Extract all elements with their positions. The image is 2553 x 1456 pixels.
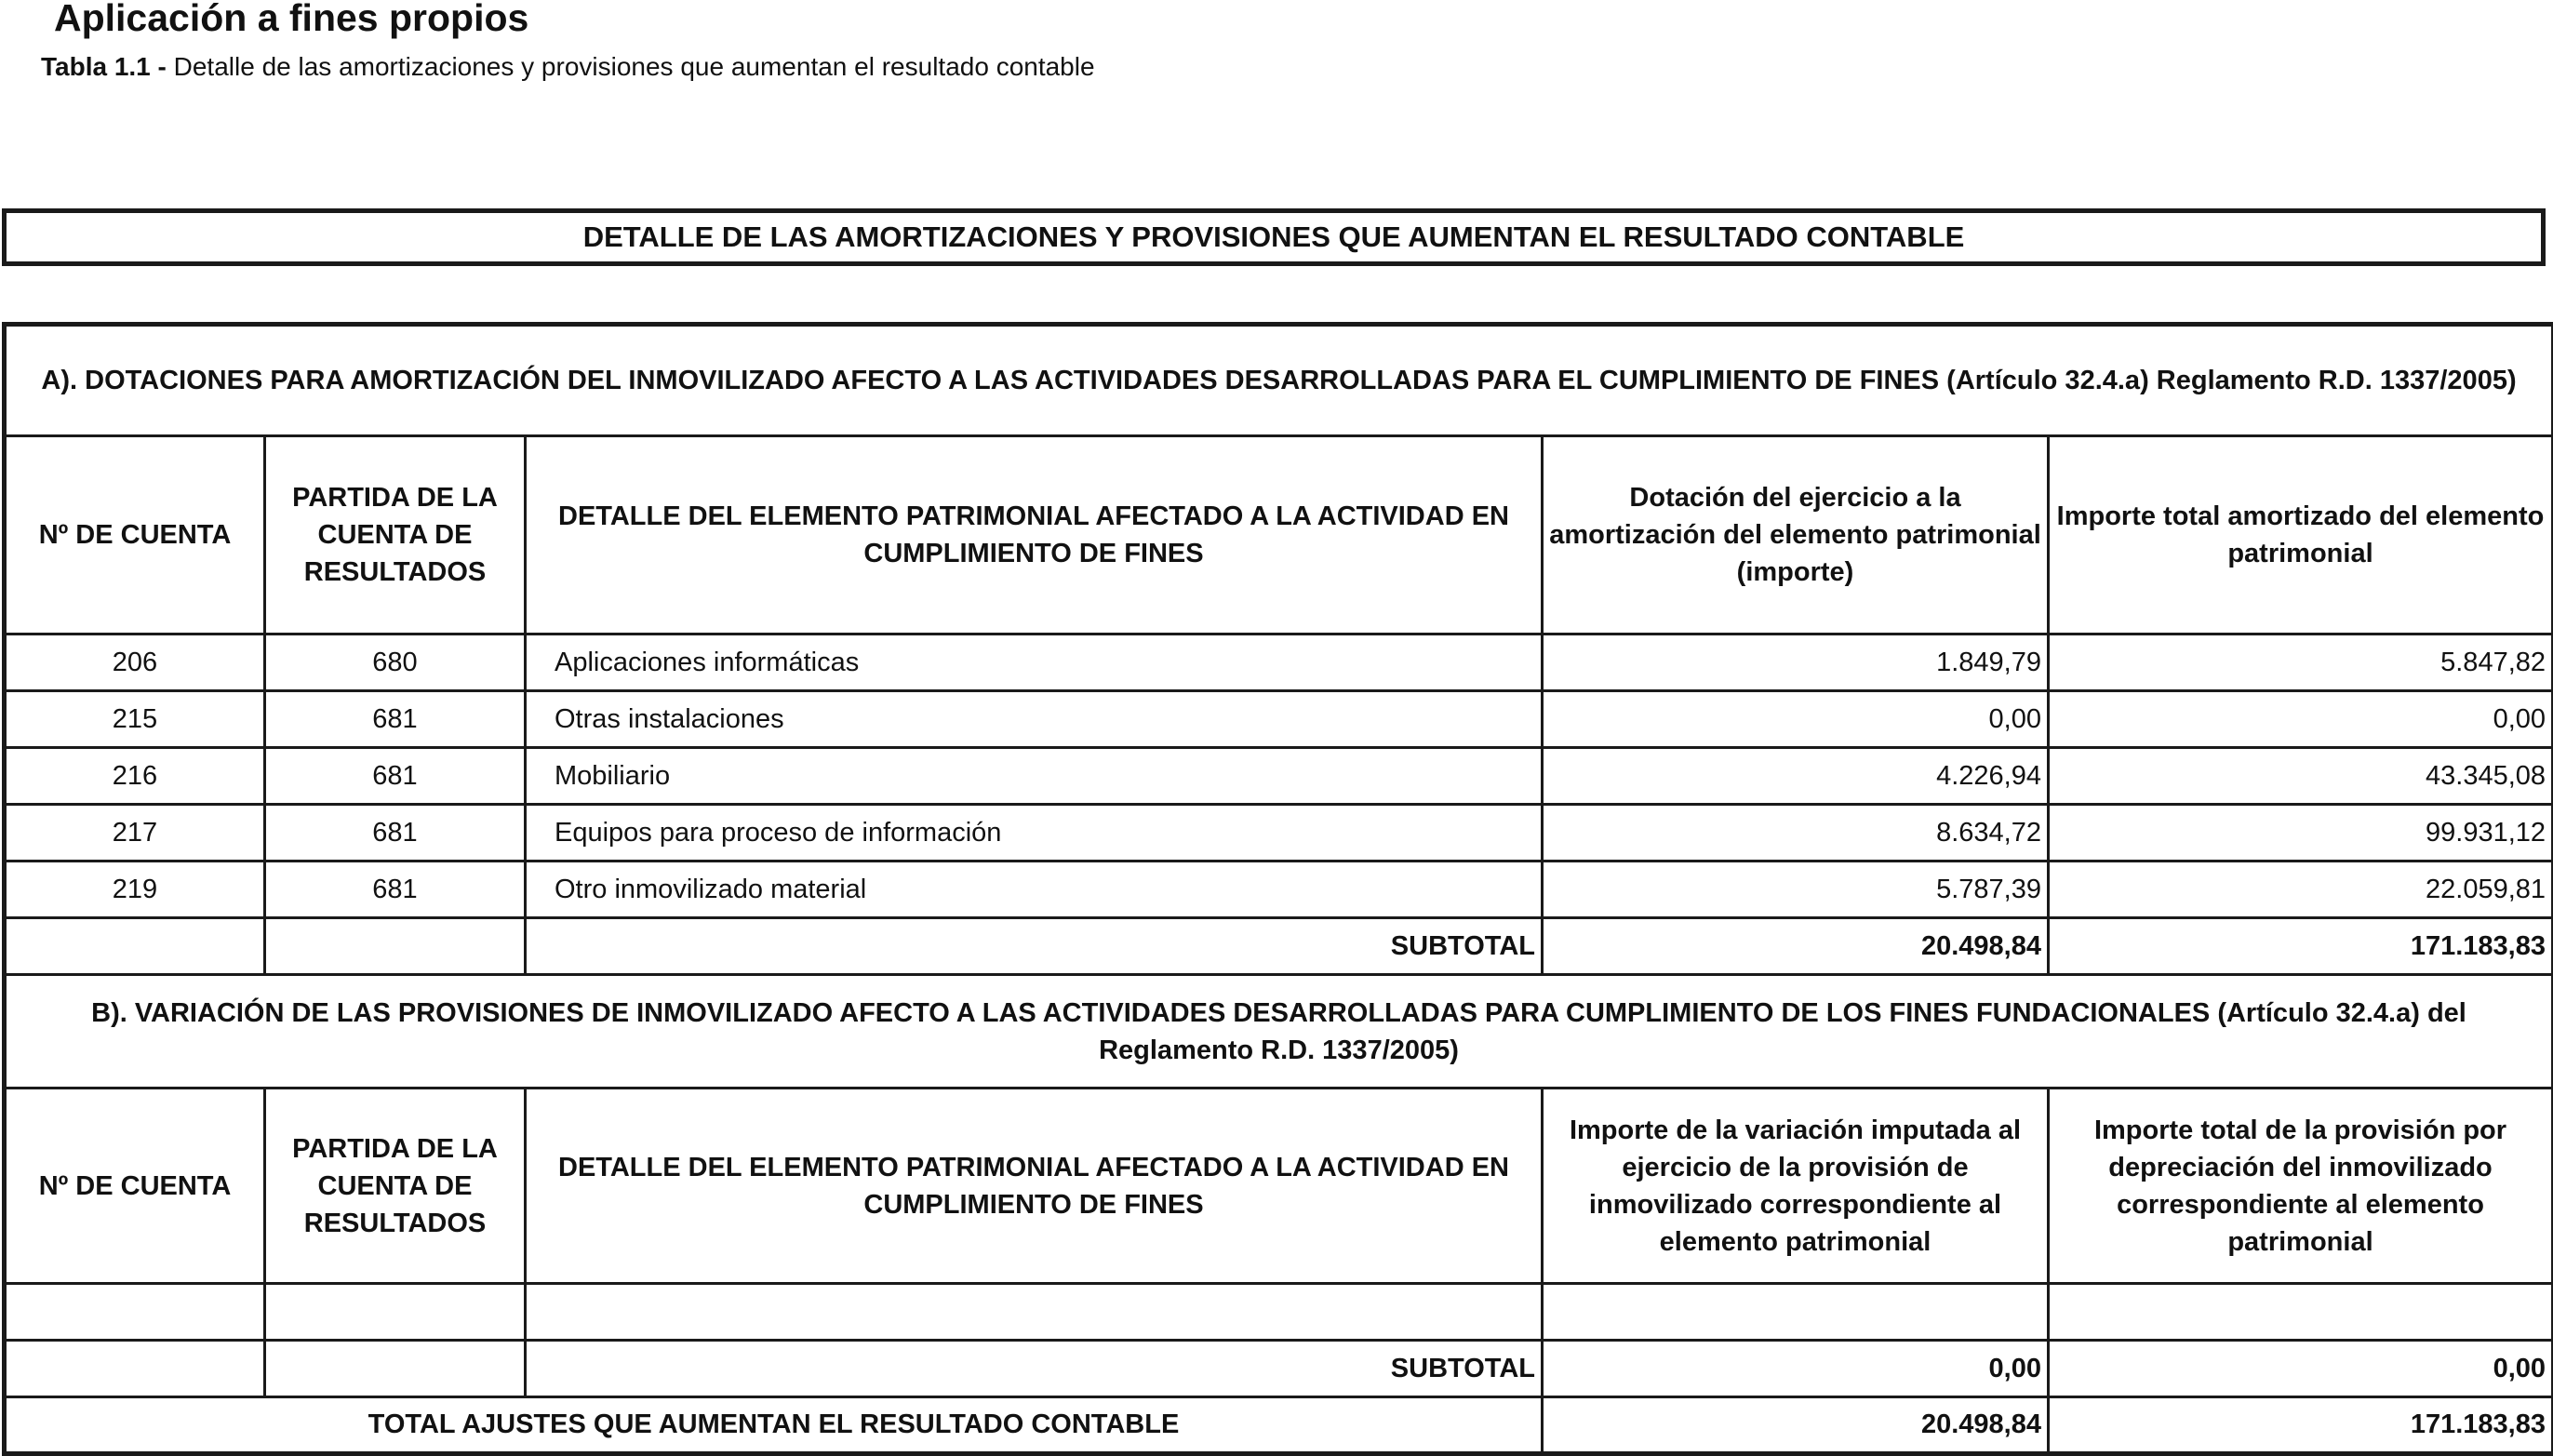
cell-partida: 681 xyxy=(265,748,526,805)
empty-cell xyxy=(2049,1284,2553,1341)
table-row xyxy=(5,691,2553,748)
cell-cuenta: 215 xyxy=(5,691,265,748)
subtotal-dotacion: 20.498,84 xyxy=(1543,918,2049,975)
col-header-total-provision: Importe total de la provisión por depreciación del inmovilizado correspondiente al elemento patrimonial xyxy=(2049,1089,2553,1284)
cell-partida: 680 xyxy=(265,634,526,691)
col-header-variacion: Importe de la variación imputada al ejercicio de la provisión de inmovilizado correspondiente al elemento patrimonial xyxy=(1543,1089,2049,1284)
empty-cell xyxy=(265,1284,526,1341)
table-row xyxy=(5,634,2553,691)
col-header-cuenta: Nº DE CUENTA xyxy=(5,1089,265,1284)
cell-total: 22.059,81 xyxy=(2049,862,2553,918)
cell-dotacion: 0,00 xyxy=(1543,691,2049,748)
grand-total-row xyxy=(5,1397,2553,1454)
empty-cell xyxy=(5,918,265,975)
amortization-table xyxy=(2,322,2553,1456)
section-a-heading-row xyxy=(5,325,2553,436)
cell-dotacion: 1.849,79 xyxy=(1543,634,2049,691)
cell-total: 43.345,08 xyxy=(2049,748,2553,805)
subtotal-variacion: 0,00 xyxy=(1543,1341,2049,1397)
empty-cell xyxy=(526,1284,1543,1341)
subtotal-label: SUBTOTAL xyxy=(526,918,1543,975)
table-row xyxy=(5,748,2553,805)
cell-total: 99.931,12 xyxy=(2049,805,2553,862)
section-a-column-headers xyxy=(5,436,2553,634)
col-header-detalle: DETALLE DEL ELEMENTO PATRIMONIAL AFECTADO A LA ACTIVIDAD EN CUMPLIMIENTO DE FINES xyxy=(526,436,1543,634)
col-header-detalle: DETALLE DEL ELEMENTO PATRIMONIAL AFECTADO A LA ACTIVIDAD EN CUMPLIMIENTO DE FINES xyxy=(526,1089,1543,1284)
cell-detalle: Aplicaciones informáticas xyxy=(526,634,1543,691)
cell-partida: 681 xyxy=(265,691,526,748)
empty-cell xyxy=(5,1284,265,1341)
cell-detalle: Mobiliario xyxy=(526,748,1543,805)
cell-cuenta: 206 xyxy=(5,634,265,691)
page-title: Aplicación a fines propios xyxy=(54,0,528,40)
cell-detalle: Otras instalaciones xyxy=(526,691,1543,748)
cell-total: 5.847,82 xyxy=(2049,634,2553,691)
section-b-subtotal-row xyxy=(5,1341,2553,1397)
cell-dotacion: 8.634,72 xyxy=(1543,805,2049,862)
section-a-heading: A). DOTACIONES PARA AMORTIZACIÓN DEL INMOVILIZADO AFECTO A LAS ACTIVIDADES DESARROLLADAS PARA EL CUMPLIMIENTO DE FINES (Artículo 32.4.a) Reglamento R.D. 1337/2005) xyxy=(5,325,2553,436)
cell-detalle: Otro inmovilizado material xyxy=(526,862,1543,918)
table-row xyxy=(5,862,2553,918)
col-header-dotacion: Dotación del ejercicio a la amortización del elemento patrimonial (importe) xyxy=(1543,436,2049,634)
grand-total-value-1: 20.498,84 xyxy=(1543,1397,2049,1454)
table-banner: DETALLE DE LAS AMORTIZACIONES Y PROVISIONES QUE AUMENTAN EL RESULTADO CONTABLE xyxy=(2,208,2546,266)
section-b-heading: B). VARIACIÓN DE LAS PROVISIONES DE INMOVILIZADO AFECTO A LAS ACTIVIDADES DESARROLLADAS PARA CUMPLIMIENTO DE LOS FINES FUNDACIONALES (Artículo 32.4.a) del Reglamento R.D. 1337/2005) xyxy=(5,975,2553,1089)
empty-cell xyxy=(5,1341,265,1397)
cell-cuenta: 217 xyxy=(5,805,265,862)
subtitle-text: Detalle de las amortizaciones y provisiones que aumentan el resultado contable xyxy=(167,52,1095,81)
cell-partida: 681 xyxy=(265,805,526,862)
col-header-cuenta: Nº DE CUENTA xyxy=(5,436,265,634)
section-b-heading-row xyxy=(5,975,2553,1089)
grand-total-label: TOTAL AJUSTES QUE AUMENTAN EL RESULTADO CONTABLE xyxy=(5,1397,1543,1454)
cell-partida: 681 xyxy=(265,862,526,918)
subtotal-total: 171.183,83 xyxy=(2049,918,2553,975)
page-subtitle xyxy=(41,52,1095,82)
table-row xyxy=(5,805,2553,862)
cell-cuenta: 216 xyxy=(5,748,265,805)
subtotal-label: SUBTOTAL xyxy=(526,1341,1543,1397)
section-b-column-headers xyxy=(5,1089,2553,1284)
empty-cell xyxy=(1543,1284,2049,1341)
subtotal-total: 0,00 xyxy=(2049,1341,2553,1397)
empty-cell xyxy=(265,918,526,975)
col-header-partida: PARTIDA DE LA CUENTA DE RESULTADOS xyxy=(265,436,526,634)
cell-cuenta: 219 xyxy=(5,862,265,918)
cell-detalle: Equipos para proceso de información xyxy=(526,805,1543,862)
cell-dotacion: 5.787,39 xyxy=(1543,862,2049,918)
cell-total: 0,00 xyxy=(2049,691,2553,748)
section-a-subtotal-row xyxy=(5,918,2553,975)
col-header-total-amortizado: Importe total amortizado del elemento patrimonial xyxy=(2049,436,2553,634)
grand-total-value-2: 171.183,83 xyxy=(2049,1397,2553,1454)
subtitle-label: Tabla 1.1 - xyxy=(41,52,167,81)
col-header-partida: PARTIDA DE LA CUENTA DE RESULTADOS xyxy=(265,1089,526,1284)
empty-cell xyxy=(265,1341,526,1397)
cell-dotacion: 4.226,94 xyxy=(1543,748,2049,805)
table-row xyxy=(5,1284,2553,1341)
